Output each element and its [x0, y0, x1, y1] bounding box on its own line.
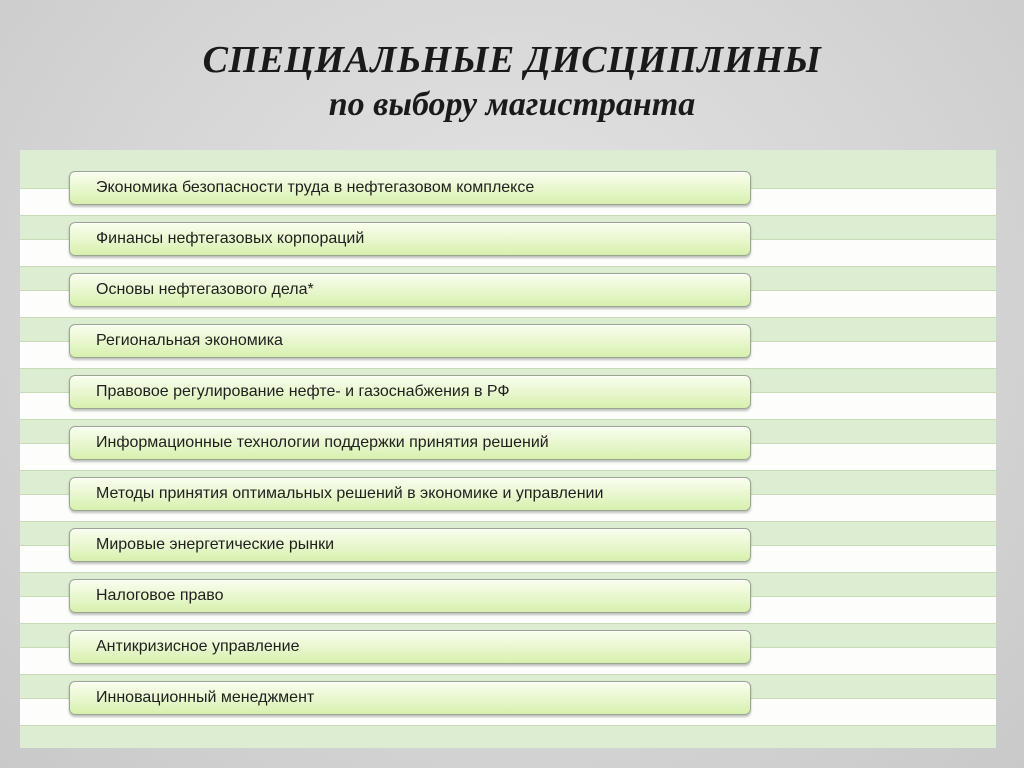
title-subtitle: по выбору магистранта	[328, 86, 696, 123]
discipline-item: Антикризисное управление	[69, 630, 751, 664]
discipline-item: Методы принятия оптимальных решений в экономике и управлении	[69, 477, 751, 511]
discipline-item: Основы нефтегазового дела*	[69, 273, 751, 307]
discipline-item: Правовое регулирование нефте- и газоснабжения в РФ	[69, 375, 751, 409]
discipline-item: Налоговое право	[69, 579, 751, 613]
disciplines-panel	[20, 150, 996, 748]
discipline-item: Региональная экономика	[69, 324, 751, 358]
discipline-item: Информационные технологии поддержки принятия решений	[69, 426, 751, 460]
discipline-item: Финансы нефтегазовых корпораций	[69, 222, 751, 256]
discipline-item: Мировые энергетические рынки	[69, 528, 751, 562]
slide-title	[0, 36, 1024, 126]
discipline-item: Экономика безопасности труда в нефтегазовом комплексе	[69, 171, 751, 205]
title-main: СПЕЦИАЛЬНЫЕ ДИСЦИПЛИНЫ	[202, 39, 822, 81]
discipline-item: Инновационный менеджмент	[69, 681, 751, 715]
